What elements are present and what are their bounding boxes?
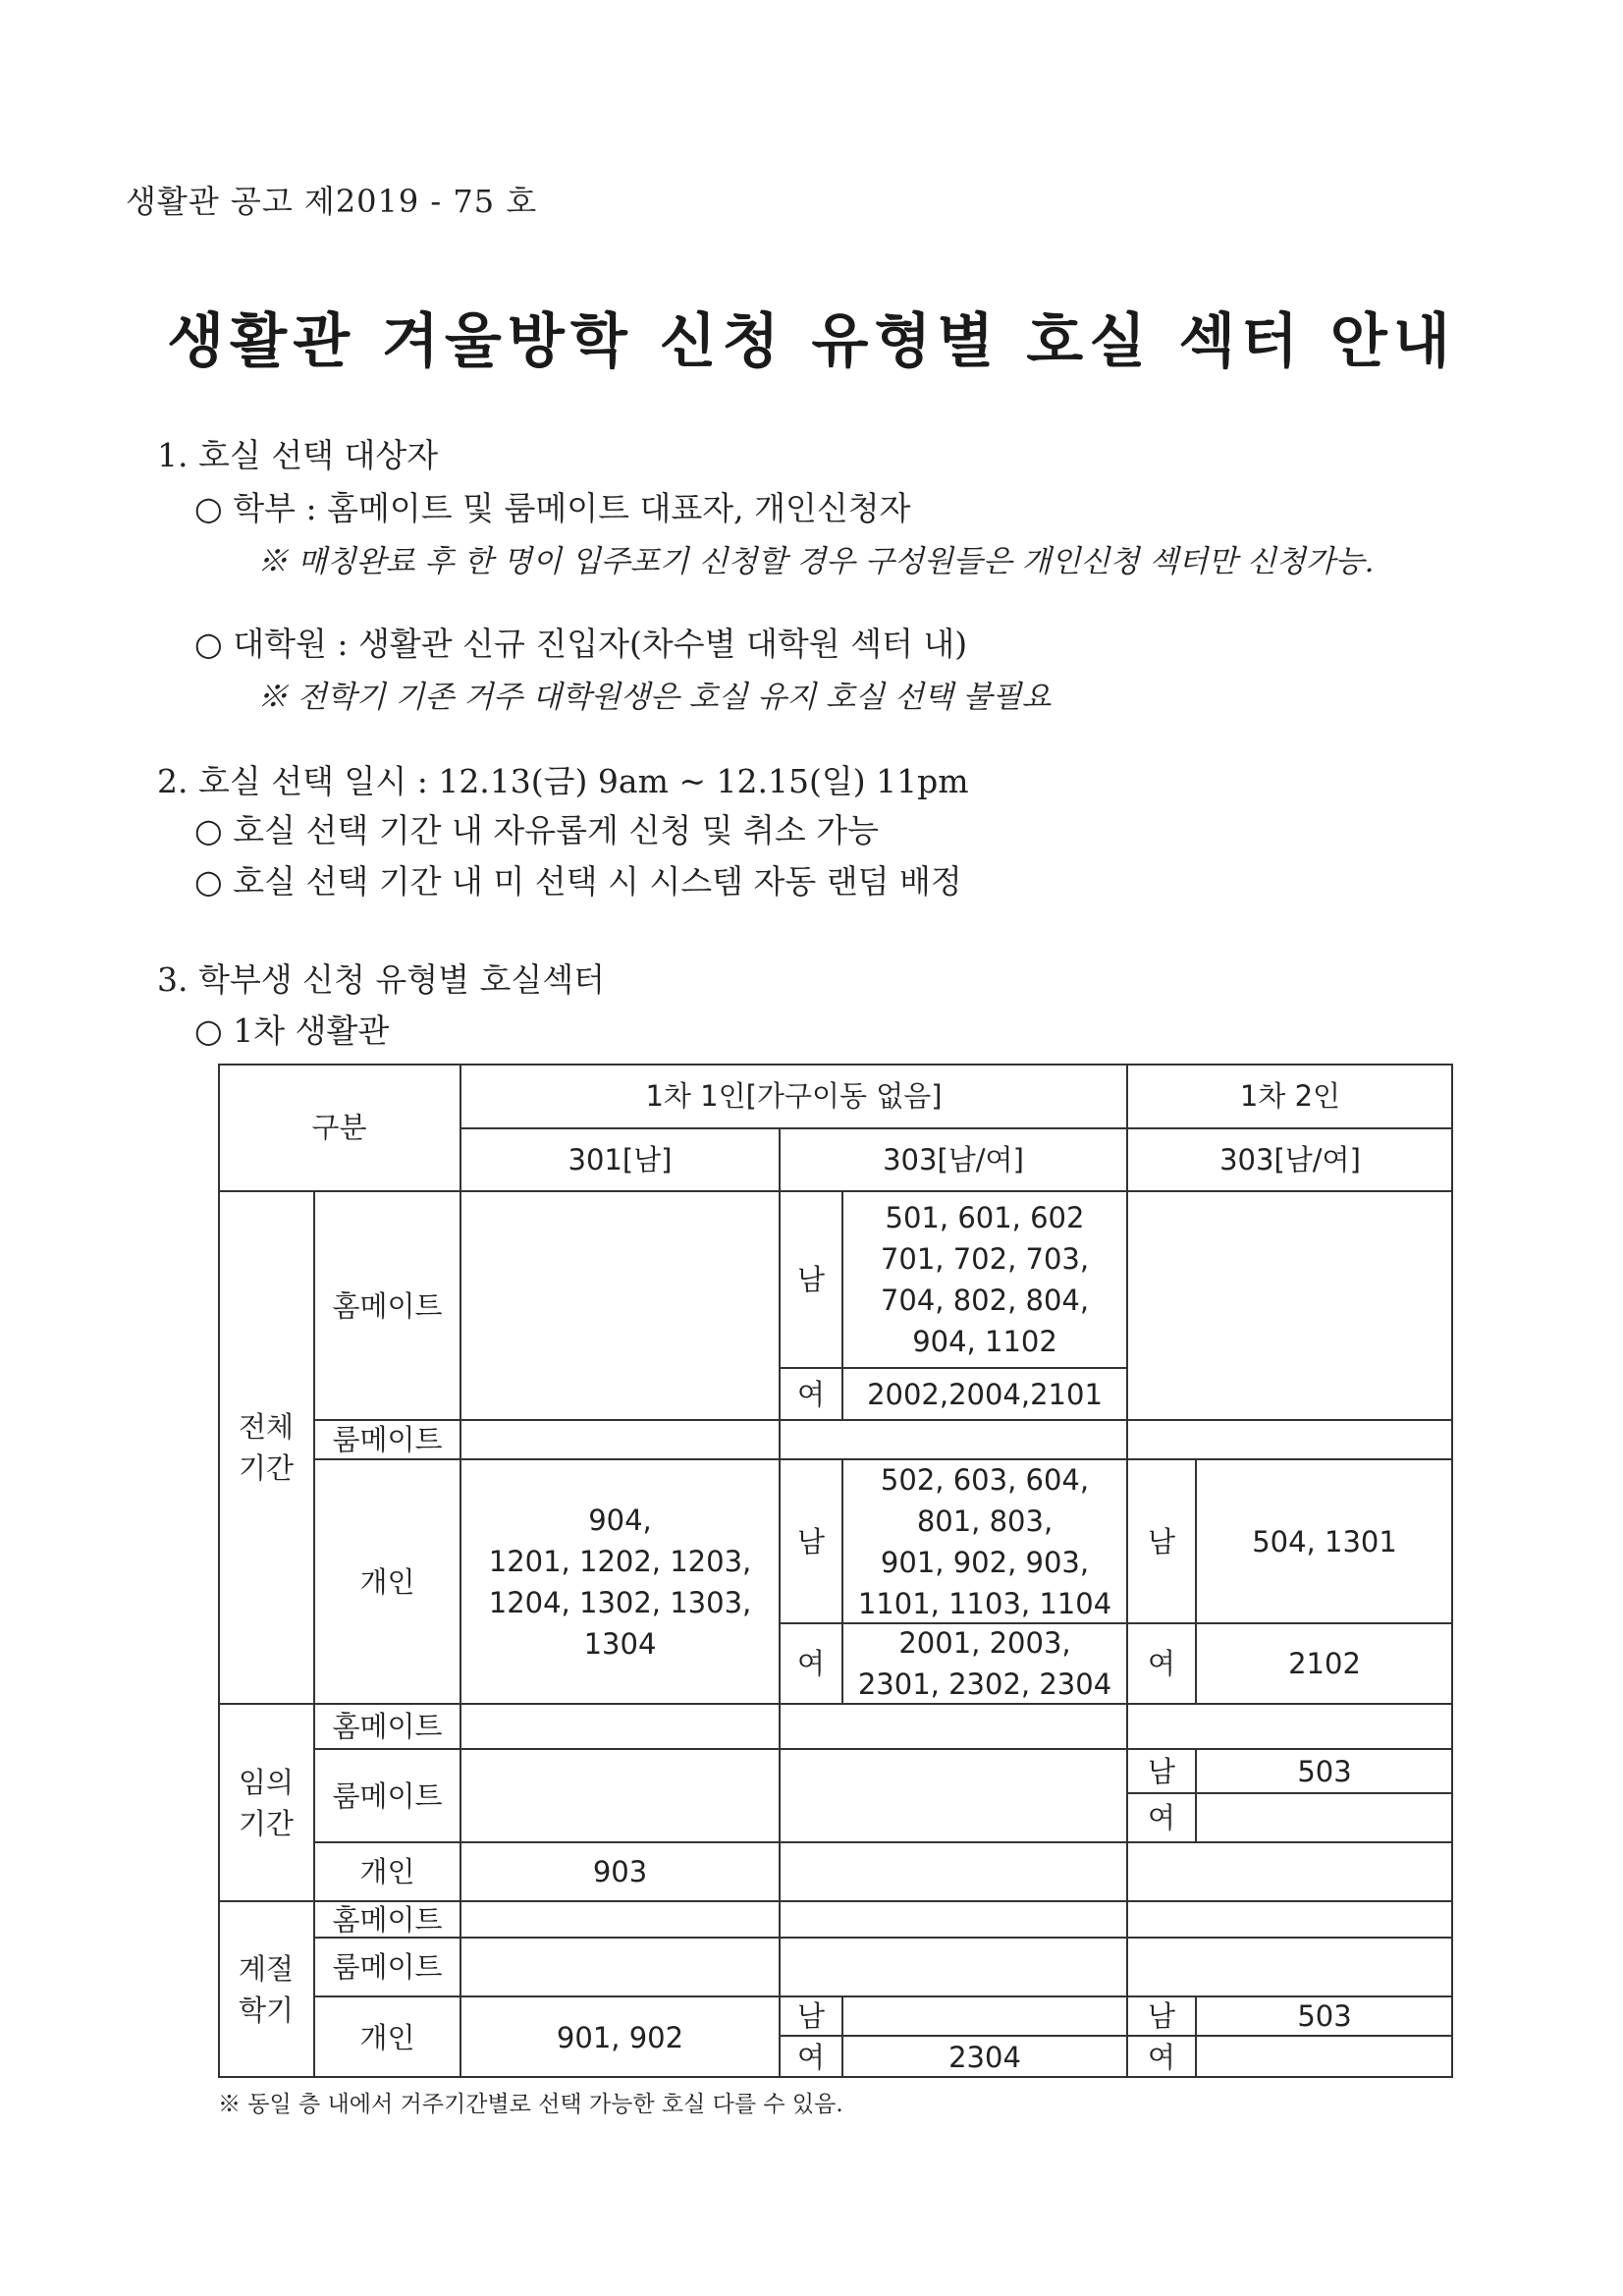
header-1in: 1차 1인[가구이동 없음]: [645, 1079, 943, 1113]
room-line: 501, 601, 602: [885, 1201, 1085, 1234]
section3-item-dorm1: ○ 1차 생활관: [194, 1011, 390, 1050]
section3-heading: 3. 학부생 신청 유형별 호실섹터: [157, 960, 605, 999]
season-type-home: 홈메이트: [332, 1902, 443, 1937]
season-indiv-303-female-label: 여: [796, 2040, 825, 2074]
room-sector-table: [218, 1064, 1453, 2078]
notice-number: 생활관 공고 제2019 - 75 호: [126, 183, 538, 220]
room-line: 2301, 2302, 2304: [857, 1667, 1112, 1701]
subheader-303-1in: 303[남/여]: [883, 1143, 1024, 1176]
full-indiv-303-male-label: 남: [796, 1524, 825, 1558]
period-full-line1: 전체: [238, 1410, 295, 1444]
full-indiv-2in-male-label: 남: [1147, 1524, 1175, 1558]
table-footnote: ※ 동일 층 내에서 거주기간별로 선택 가능한 호실 다를 수 있음.: [218, 2092, 843, 2117]
full-home-303-male-label: 남: [796, 1263, 825, 1296]
period-season-line2: 학기: [238, 1994, 295, 2027]
period-free-line1: 임의: [238, 1765, 295, 1799]
full-indiv-2in-female-rooms: 2102: [1288, 1647, 1361, 1680]
room-line: 901, 902, 903,: [880, 1545, 1090, 1579]
full-indiv-303-male-rooms: [842, 1459, 1127, 1623]
section1-item-grad: ○ 대학원 : 생활관 신규 진입자(차수별 대학원 섹터 내): [194, 625, 968, 663]
section1-note-undergrad: ※ 매칭완료 후 한 명이 입주포기 신청할 경우 구성원들은 개인신청 섹터만 신청가능.: [257, 544, 1375, 579]
season-indiv-2in-male-rooms: 503: [1297, 1999, 1352, 2033]
season-indiv-2in-male-label: 남: [1147, 1999, 1175, 2033]
period-season-label: [218, 1901, 314, 2078]
free-room-2in-female-label: 여: [1147, 1801, 1175, 1834]
section1-note-grad: ※ 전학기 기존 거주 대학원생은 호실 유지 호실 선택 불필요: [257, 680, 1052, 715]
full-indiv-303-female-label: 여: [796, 1647, 825, 1680]
period-free-label: [218, 1704, 314, 1901]
header-2in: 1차 2인: [1239, 1079, 1341, 1113]
period-season-line1: 계절: [238, 1952, 295, 1986]
full-type-room: 룸메이트: [332, 1423, 443, 1456]
full-indiv-2in-male-rooms: 504, 1301: [1252, 1524, 1397, 1558]
section2-item-free: ○ 호실 선택 기간 내 자유롭게 신청 및 취소 가능: [194, 811, 880, 849]
room-line: 1101, 1103, 1104: [857, 1586, 1112, 1620]
room-line: 2001, 2003,: [898, 1626, 1071, 1660]
period-full-line2: 기간: [238, 1451, 295, 1485]
section2-heading: 2. 호실 선택 일시 : 12.13(금) 9am ~ 12.15(일) 11pm: [157, 762, 969, 800]
season-indiv-2in-female-label: 여: [1147, 2040, 1175, 2074]
free-type-home: 홈메이트: [332, 1710, 443, 1743]
subheader-301: 301[남]: [568, 1143, 673, 1176]
full-type-home: 홈메이트: [332, 1288, 443, 1323]
room-line: 704, 802, 804,: [880, 1284, 1090, 1317]
room-line: 701, 702, 703,: [880, 1242, 1090, 1276]
room-line: 1201, 1202, 1203,: [488, 1544, 752, 1578]
free-room-2in-male-label: 남: [1147, 1754, 1175, 1788]
full-home-303-female-rooms: 2002,2004,2101: [867, 1377, 1103, 1411]
season-indiv-303-male-label: 남: [796, 1999, 825, 2033]
season-type-indiv: 개인: [359, 2020, 415, 2054]
room-line: 904,: [588, 1503, 652, 1537]
full-indiv-301-rooms: [460, 1459, 780, 1704]
room-line: 1204, 1302, 1303,: [488, 1585, 752, 1619]
section1-item-undergrad: ○ 학부 : 홈메이트 및 룸메이트 대표자, 개인신청자: [194, 489, 911, 527]
section1-heading: 1. 호실 선택 대상자: [157, 436, 439, 474]
period-free-line2: 기간: [238, 1806, 295, 1840]
section2-item-random: ○ 호실 선택 기간 내 미 선택 시 시스템 자동 랜덤 배정: [194, 862, 962, 901]
full-home-303-female-label: 여: [796, 1377, 825, 1411]
full-indiv-2in-female-label: 여: [1147, 1647, 1175, 1680]
free-room-2in-male-rooms: 503: [1297, 1754, 1352, 1788]
subheader-303-2in: 303[남/여]: [1219, 1143, 1361, 1176]
full-type-indiv: 개인: [359, 1564, 415, 1599]
free-indiv-301-rooms: 903: [592, 1855, 648, 1888]
full-indiv-303-female-rooms: [842, 1623, 1127, 1704]
season-indiv-301-rooms: 901, 902: [556, 2020, 684, 2054]
room-line: 904, 1102: [912, 1325, 1057, 1358]
season-type-room: 룸메이트: [332, 1950, 443, 1984]
page-title: 생활관 겨울방학 신청 유형별 호실 섹터 안내: [167, 307, 1456, 376]
header-gubun: 구분: [311, 1111, 367, 1144]
room-line: 801, 803,: [916, 1503, 1054, 1538]
full-home-303-male-rooms: [842, 1191, 1127, 1368]
room-line: 1304: [583, 1626, 657, 1661]
free-type-indiv: 개인: [359, 1855, 415, 1888]
room-line: 502, 603, 604,: [880, 1462, 1090, 1497]
free-type-room: 룸메이트: [332, 1778, 443, 1813]
season-indiv-303-female-rooms: 2304: [948, 2040, 1021, 2074]
period-full-label: [218, 1191, 314, 1704]
